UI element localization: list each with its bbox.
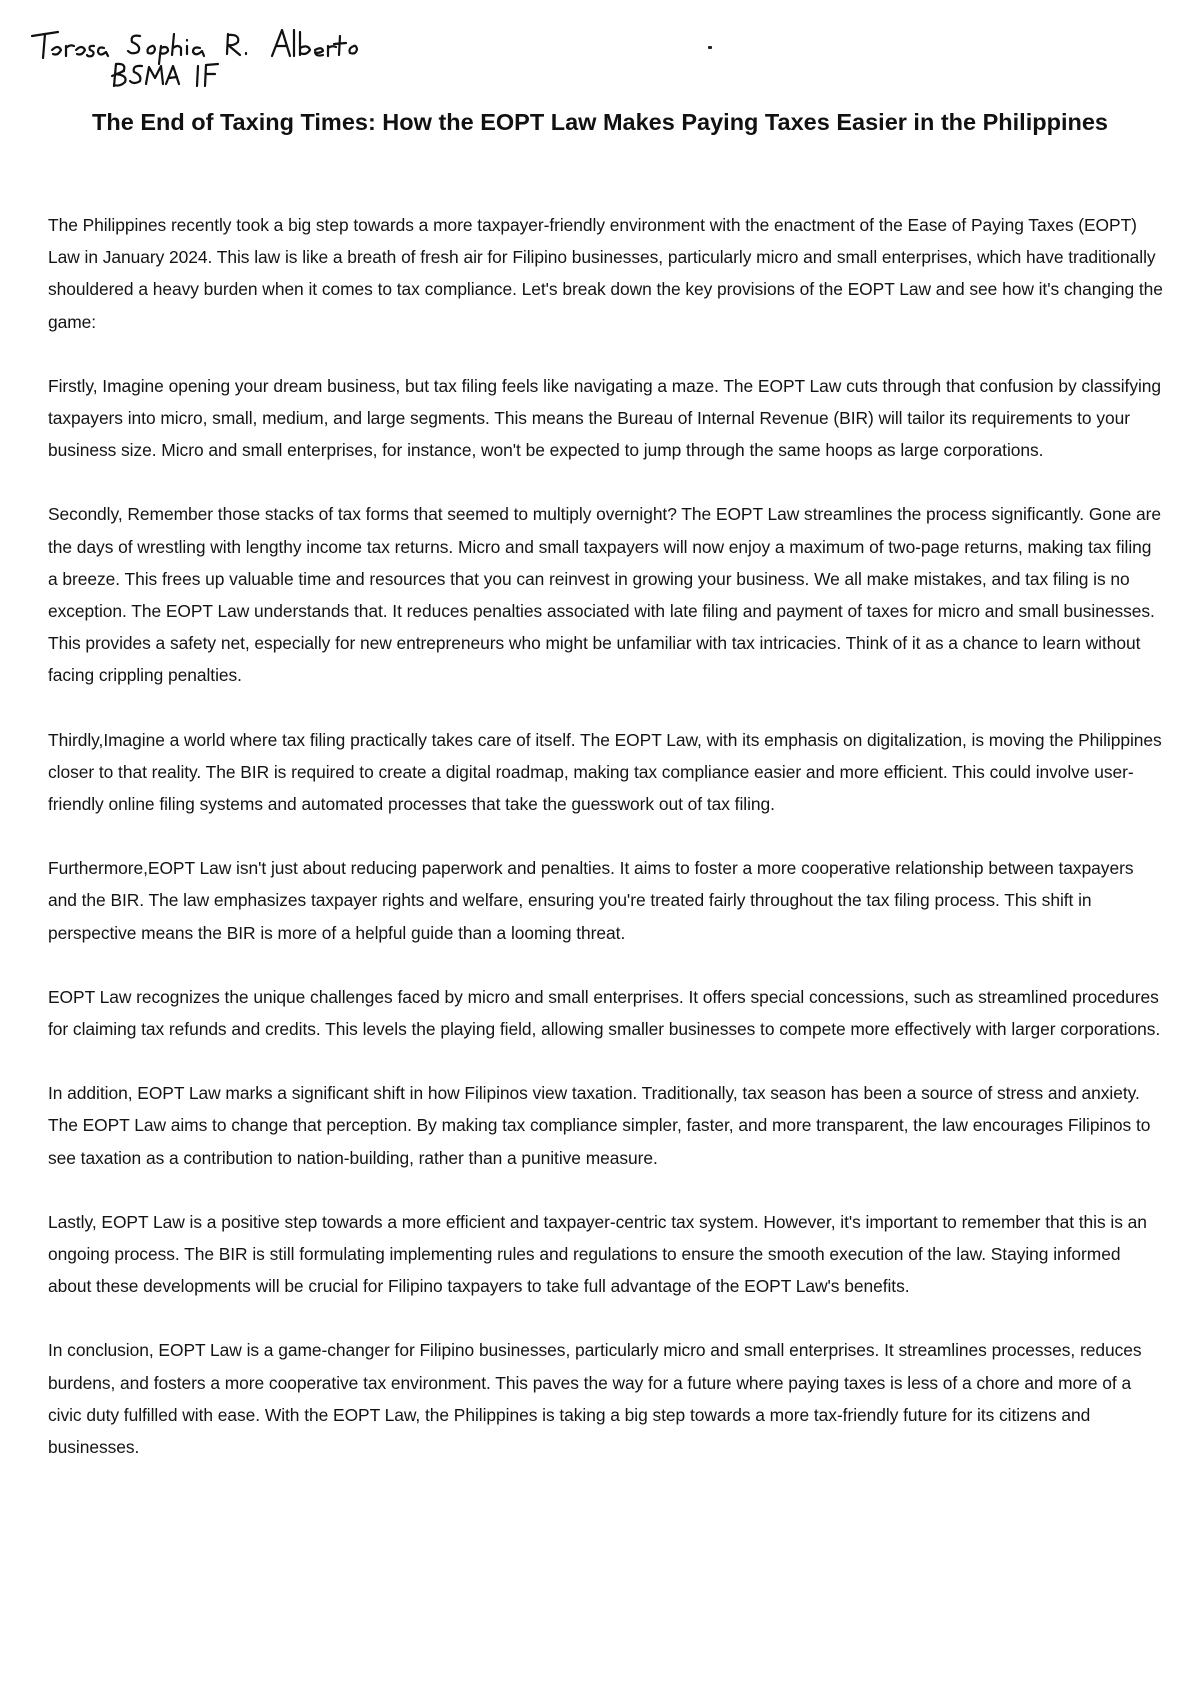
document-title: The End of Taxing Times: How the EOPT Law Makes Paying Taxes Easier in the Philippines xyxy=(92,109,1108,135)
document-body xyxy=(48,209,1163,1495)
paragraph-firstly: Firstly, Imagine opening your dream business, but tax filing feels like navigating a maze. The EOPT Law cuts through that confusion by classifying taxpayers into micro, small, medium, and large segments. This means the Bureau of Internal Revenue (BIR) will tailor its requirements to your business size. Micro and small enterprises, for instance, won't be expected to jump through the same hoops as large corporations. xyxy=(48,375,1162,461)
handwritten-signature xyxy=(28,18,368,88)
stray-mark xyxy=(708,46,712,49)
paragraph-intro: The Philippines recently took a big step towards a more taxpayer-friendly environment with the enactment of the Ease of Paying Taxes (EOPT) Law in January 2024. This law is like a breath of fresh air for Filipino businesses, particularly micro and small enterprises, which have traditionally shouldered a heavy burden when it comes to tax compliance. Let's break down the key provisions of the EOPT Law and see how it's changing the game: xyxy=(48,215,1163,332)
paragraph-conclusion: In conclusion, EOPT Law is a game-changer for Filipino businesses, particularly micro and small enterprises. It streamlines processes, reduces burdens, and fosters a more cooperative tax environment. This paves the way for a future where paying taxes is less of a chore and more of a civic duty fulfilled with ease. With the EOPT Law, the Philippines is taking a big step towards a more tax-friendly future for its citizens and businesses. xyxy=(48,1340,1142,1458)
paragraph-lastly: Lastly, EOPT Law is a positive step towards a more efficient and taxpayer-centric tax system. However, it's important to remember that this is an ongoing process. The BIR is still formulating implementing rules and regulations to ensure the smooth execution of the law. Staying informed about these developments will be crucial for Filipino taxpayers to take full advantage of the EOPT Law's benefits. xyxy=(48,1211,1147,1297)
paragraph-secondly: Secondly, Remember those stacks of tax forms that seemed to multiply overnight? The EOPT Law streamlines the process significantly. Gone are the days of wrestling with lengthy income tax returns. Micro and small taxpayers will now enjoy a maximum of two-page returns, making tax filing a breeze. This frees up valuable time and resources that you can reinvest in growing your business. We all make mistakes, and tax filing is no exception. The EOPT Law understands that. It reduces penalties associated with late filing and payment of taxes for micro and small businesses. This provides a safety net, especially for new entrepreneurs who might be unfamiliar with tax intricacies. Think of it as a chance to learn without facing crippling penalties. xyxy=(48,504,1161,686)
paragraph-furthermore: Furthermore,EOPT Law isn't just about reducing paperwork and penalties. It aims to foster a more cooperative relationship between taxpayers and the BIR. The law emphasizes taxpayer rights and welfare, ensuring you're treated fairly throughout the tax filing process. This shift in perspective means the BIR is more of a helpful guide than a looming threat. xyxy=(48,858,1134,943)
paragraph-thirdly: Thirdly,Imagine a world where tax filing practically takes care of itself. The EOPT Law, with its emphasis on digitalization, is moving the Philippines closer to that reality. The BIR is required to create a digital roadmap, making tax compliance easier and more efficient. This could involve user-friendly online filing systems and automated processes that take the guesswork out of tax filing. xyxy=(48,729,1162,815)
paragraph-challenges: EOPT Law recognizes the unique challenges faced by micro and small enterprises. It offers special concessions, such as streamlined procedures for claiming tax refunds and credits. This levels the playing field, allowing smaller businesses to compete more effectively with larger corporations. xyxy=(48,986,1161,1040)
paragraph-in-addition: In addition, EOPT Law marks a significant shift in how Filipinos view taxation. Traditionally, tax season has been a source of stress and anxiety. The EOPT Law aims to change that perception. By making tax compliance simpler, faster, and more transparent, the law encourages Filipinos to see taxation as a contribution to nation-building, rather than a punitive measure. xyxy=(48,1083,1151,1168)
